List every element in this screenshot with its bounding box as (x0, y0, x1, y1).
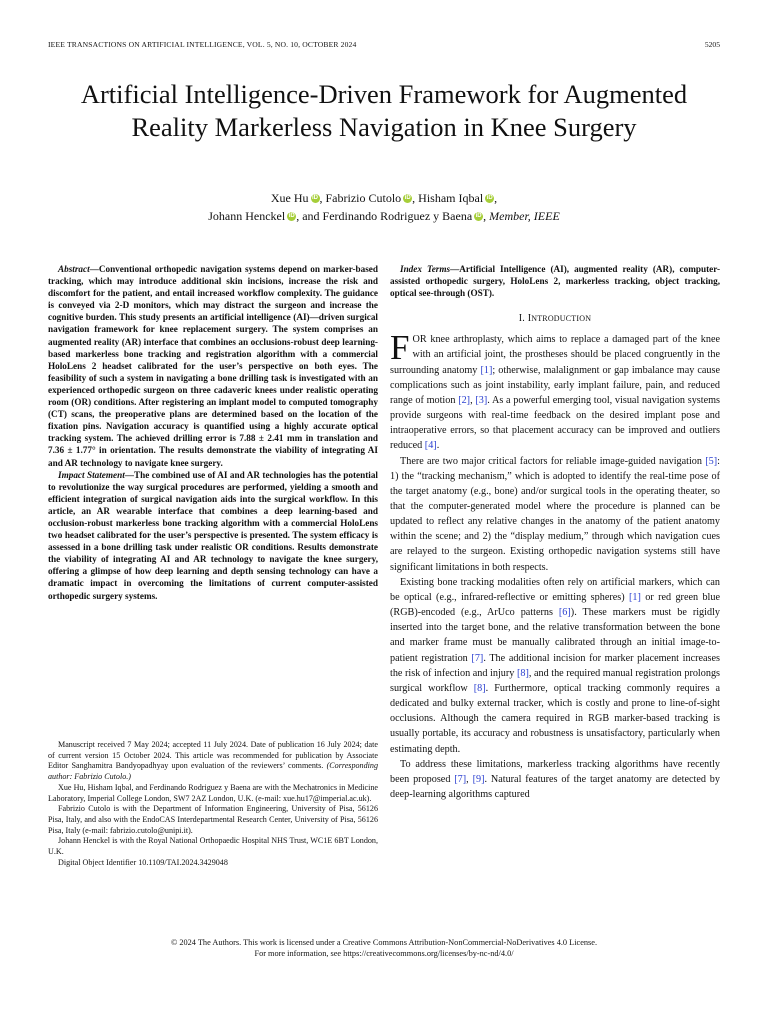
footnote-affiliation: Johann Henckel is with the Royal National Orthopaedic Hospital NHS Trust, WC1E 6BT London, U.K. (48, 836, 378, 857)
citation-link[interactable]: [4] (424, 440, 437, 452)
license-link[interactable]: https://creativecommons.org/licenses/by-nc-nd/4.0/ (343, 949, 514, 958)
paragraph: Existing bone tracking modalities often rely on artificial markers, which can be optical (e.g., infrared-reflective or emitting spheres) [1] or red green blue (RGB)-encoded (e.g., ArUco patterns [6]). These markers must be rigidly inserted into the target bone, and the relative transformation between the bone and marker frame must be manually calibrated through an initial image-to-patient registration [7]. The additional incision for marker placement increases the risk of infection and injury [8], and the required manual registration prolongs surgical workflow [8]. Furthermore, optical tracking commonly requires a dedicated and bulky external tracker, which is costly and prone to line-of-sight occlusions. Although the camera required in RGB marker-based tracking is usually portable, its accuracy and robustness is unsatisfactory, particularly when estimating depth. (390, 576, 721, 755)
footnotes (48, 740, 378, 868)
citation-link[interactable]: [7] (471, 652, 484, 664)
citation-link[interactable]: [7] (454, 773, 467, 785)
citation-link[interactable]: [2] (458, 394, 471, 406)
journal-header: IEEE TRANSACTIONS ON ARTIFICIAL INTELLIGENCE, VOL. 5, NO. 10, OCTOBER 2024 (48, 40, 357, 49)
author-name: Hisham Iqbal (418, 191, 484, 205)
license-line: © 2024 The Authors. This work is licensed under a Creative Commons Attribution-NonCommercial-NoDerivatives 4.0 License. (170, 938, 598, 947)
orcid-icon[interactable]: iD (404, 195, 411, 201)
footnote-affiliation: Xue Hu, Hisham Iqbal, and Ferdinando Rodriguez y Baena are with the Mechatronics in Medicine Laboratory, Imperial College London, SW7 2AZ London, U.K. (e-mail: xue.hu17@imperial.ac.uk). (48, 782, 378, 803)
paragraph: There are two major critical factors for reliable image-guided navigation [5]: 1) the “tracking mechanism,” which is adopted to identify the real-time pose of the target anatomy (e.g., bone) and/or surgical tools in the operating theater, so that the computer-generated model where the procedure is planned can be updated to reflect any relative changes in the anatomy of the patient anatomy within the scene; and 2) the “display medium,” through which navigation cues are relayed to the surgeon. Existing orthopedic navigation systems still have significant limitations in both respects. (390, 455, 720, 573)
author-name: Johann Henckel (208, 209, 286, 223)
footnote-doi: Digital Object Identifier 10.1109/TAI.2024.3429048 (58, 857, 228, 867)
author-name: Ferdinando Rodriguez y Baena (322, 209, 473, 223)
citation-link[interactable]: [3] (475, 394, 488, 406)
paper-title: Artificial Intelligence-Driven Framework for Augmented Reality Markerless Navigation in Knee Surgery (80, 79, 688, 142)
left-column (48, 263, 378, 602)
license-footer (48, 937, 720, 959)
citation-link[interactable]: [1] (480, 364, 493, 376)
paragraph: FOR knee arthroplasty, which aims to replace a damaged part of the knee with an artificial joint, the prostheses should be placed congruently in the surrounding anatomy [1]; otherwise, malalignment or gap imbalance may cause complications such as joint instability, early implant failure, pain, and reduced range of motion [2], [3]. As a powerful emerging tool, visual navigation systems provide surgeons with real-time feedback on the desired implant pose and intraoperative errors, so that placement accuracy can be improved and outliers reduced [4]. (390, 328, 721, 452)
right-column (390, 263, 720, 802)
footnote-affiliation: Fabrizio Cutolo is with the Department of Information Engineering, University of Pisa, 56126 Pisa, Italy, and also with the EndoCAS Interdepartmental Research Center, University of Pisa, 56126 Pisa, Italy (e-mail: fabrizio.cutolo@unipi.it). (48, 804, 378, 835)
index-terms: Index Terms—Artificial Intelligence (AI), augmented reality (AR), computer-assisted orthopedic surgery, HoloLens 2, markerless tracking, object tracking, optical see-through (OST). (390, 264, 720, 299)
page-number: 5205 (704, 40, 720, 49)
license-info: For more information, see https://creativecommons.org/licenses/by-nc-nd/4.0/ (254, 949, 514, 958)
citation-link[interactable]: [1] (629, 591, 641, 603)
orcid-icon[interactable]: iD (288, 213, 295, 219)
citation-link[interactable]: [8] (516, 667, 529, 679)
section-body (390, 328, 721, 802)
membership: Member, IEEE (489, 209, 560, 223)
orcid-icon[interactable]: iD (486, 195, 493, 201)
impact-statement: Impact Statement—The combined use of AI and AR technologies has the potential to revolutionize the way surgical procedures are performed, yielding a smooth and efficient integration of surgical navigation aids into the surgical workflow. In this article, an AR wearable interface that combines a deep learning-based and occlusion-robust markerless bone tracking algorithm with a commercial HoloLens two headset calibrated for the user’s perspective is presented. The system efficacy is assessed in a bone drilling task under realistic OR conditions. Results demonstrate the viability of integrating AI and AR technology to navigate the knee surgery, offering a glimpse of how deep learning and depth sensing technology can have a dramatic impact in overcoming the limitations of current computer-assisted orthopedic surgery systems. (48, 469, 378, 601)
section-heading: I. INTRODUCTION (518, 313, 592, 325)
orcid-icon[interactable]: iD (475, 213, 482, 219)
drop-cap: F (390, 328, 410, 368)
abstract: Abstract—Conventional orthopedic navigation systems depend on marker-based tracking, which may introduce additional skin incisions, increase the risk and discomfort for the patient, and entail increased workflow complexity. The guidance is conveyed via 2-D monitors, which may distract the surgeon and increase the cognitive burden. This study presents an artificial intelligence (AI)—driven surgical navigation framework for knee replacement surgery. The system comprises an augmented reality (AR) interface that combines an occlusions-robust deep learning-based markerless bone tracking and registration algorithm with a commercial HoloLens 2 headset calibrated for the user’s perspective on both eyes. The feasibility of such a system in navigating a bone drilling task is investigated with an experienced orthopedic surgeon on three cadaveric knees under realistic operating room (OR) conditions. After registering an implant model to computed tomography (CT) scans, the preoperative plans are determined based on the location of the fixation pins. Navigation accuracy is quantified using a highly accurate optical tracking system. The achieved drilling error is 7.88 ± 2.41 mm in translation and 7.36 ± 1.77° in orientation. The results demonstrate the viability of integrating AI and AR technology to navigate knee surgery. (48, 264, 378, 468)
footnote-manuscript: Manuscript received 7 May 2024; accepted 11 July 2024. Date of publication 16 July 2024; date of current version 15 October 2024. This article was recommended for publication by Associate Editor Sanghamitra Bandyopadhyay upon evaluation of the reviewers’ comments. (Corresponding author: Fabrizio Cutolo.) (48, 740, 378, 782)
orcid-icon[interactable]: iD (312, 195, 318, 201)
citation-link[interactable]: [5] (705, 455, 718, 467)
citation-link[interactable]: [6] (558, 607, 571, 619)
citation-link[interactable]: [8] (473, 682, 486, 694)
author-list: Xue Hu iD , Fabrizio Cutolo iD , Hisham Iqbal iD , Johann Henckel iD , and Ferdinando Rodriguez y Baena iD , Member, IEEE (208, 191, 560, 223)
author-name: Xue Hu (270, 191, 309, 205)
paragraph: To address these limitations, markerless tracking algorithms have recently been proposed [7], [9]. Natural features of the target anatomy are detected by deep-learning algorithms captured (390, 758, 720, 800)
author-name: Fabrizio Cutolo (325, 191, 402, 205)
citation-link[interactable]: [9] (472, 773, 485, 785)
